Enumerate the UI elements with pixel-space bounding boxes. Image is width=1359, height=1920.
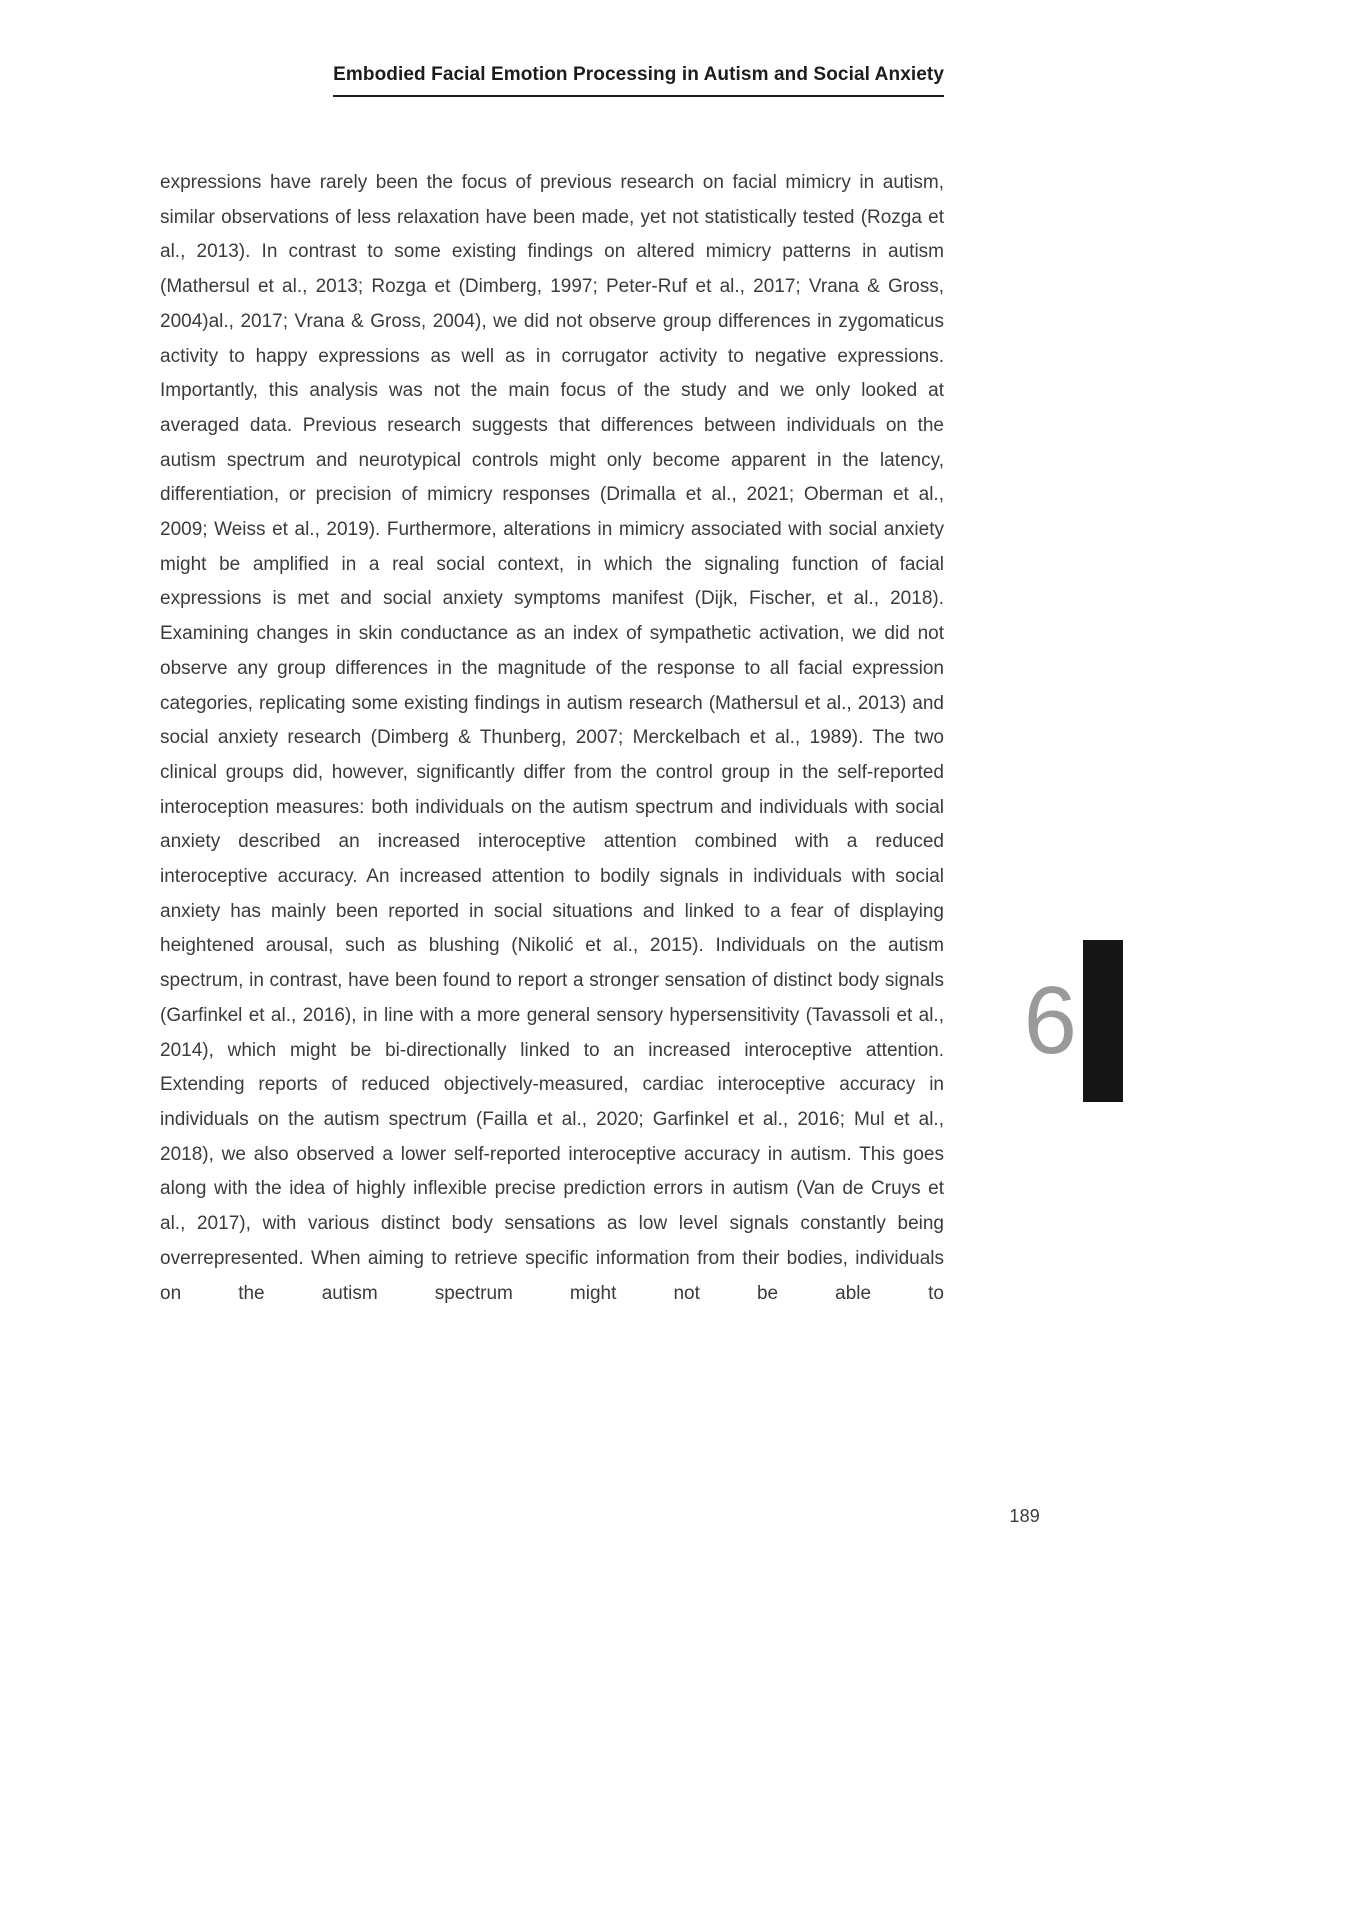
page-number: 189 <box>1009 1506 1040 1526</box>
running-title: Embodied Facial Emotion Processing in Autism and Social Anxiety <box>333 64 944 97</box>
chapter-tab <box>1024 940 1123 1102</box>
body-paragraph: expressions have rarely been the focus of previous research on facial mimicry in autism, similar observations of less relaxation have been made, yet not statistically tested (Rozga et al., 2013). In contrast to some existing findings on altered mimicry patterns in autism (Mathersul et al., 2013; Rozga et (Dimberg, 1997; Peter-Ruf et al., 2017; Vrana & Gross, 2004)al., 2017; Vrana & Gross, 2004), we did not observe group differences in zygomaticus activity to happy expressions as well as in corrugator activity to negative expressions. Importantly, this analysis was not the main focus of the study and we only looked at averaged data. Previous research suggests that differences between individuals on the autism spectrum and neurotypical controls might only become apparent in the latency, differentiation, or precision of mimicry responses (Drimalla et al., 2021; Oberman et al., 2009; Weiss et al., 2019). Furthermore, alterations in mimicry associated with social anxiety might be amplified in a real social context, in which the signaling function of facial expressions is met and social anxiety symptoms manifest (Dijk, Fischer, et al., 2018). Examining changes in skin conductance as an index of sympathetic activation, we did not observe any group differences in the magnitude of the response to all facial expression categories, replicating some existing findings in autism research (Mathersul et al., 2013) and social anxiety research (Dimberg & Thunberg, 2007; Merckelbach et al., 1989). The two clinical groups did, however, significantly differ from the control group in the self-reported interoception measures: both individuals on the autism spectrum and individuals with social anxiety described an increased interoceptive attention combined with a reduced interoceptive accuracy. An increased attention to bodily signals in individuals with social anxiety has mainly been reported in social situations and linked to a fear of displaying heightened arousal, such as blushing (Nikolić et al., 2015). Individuals on the autism spectrum, in contrast, have been found to report a stronger sensation of distinct body signals (Garfinkel et al., 2016), in line with a more general sensory hypersensitivity (Tavassoli et al., 2014), which might be bi-directionally linked to an increased interoceptive attention. Extending reports of reduced objectively-measured, cardiac interoceptive accuracy in individuals on the autism spectrum (Failla et al., 2020; Garfinkel et al., 2016; Mul et al., 2018), we also observed a lower self-reported interoceptive accuracy in autism. This goes along with the idea of highly inflexible precise prediction errors in autism (Van de Cruys et al., 2017), with various distinct body sensations as low level signals constantly being overrepresented. When aiming to retrieve specific information from their bodies, individuals on the autism spectrum might not be able to <box>160 172 944 1304</box>
page-footer <box>1009 1506 1040 1527</box>
chapter-tab-block <box>1083 940 1123 1102</box>
page-header <box>160 64 944 97</box>
chapter-number: 6 <box>1023 967 1077 1074</box>
page-body <box>160 166 944 1311</box>
